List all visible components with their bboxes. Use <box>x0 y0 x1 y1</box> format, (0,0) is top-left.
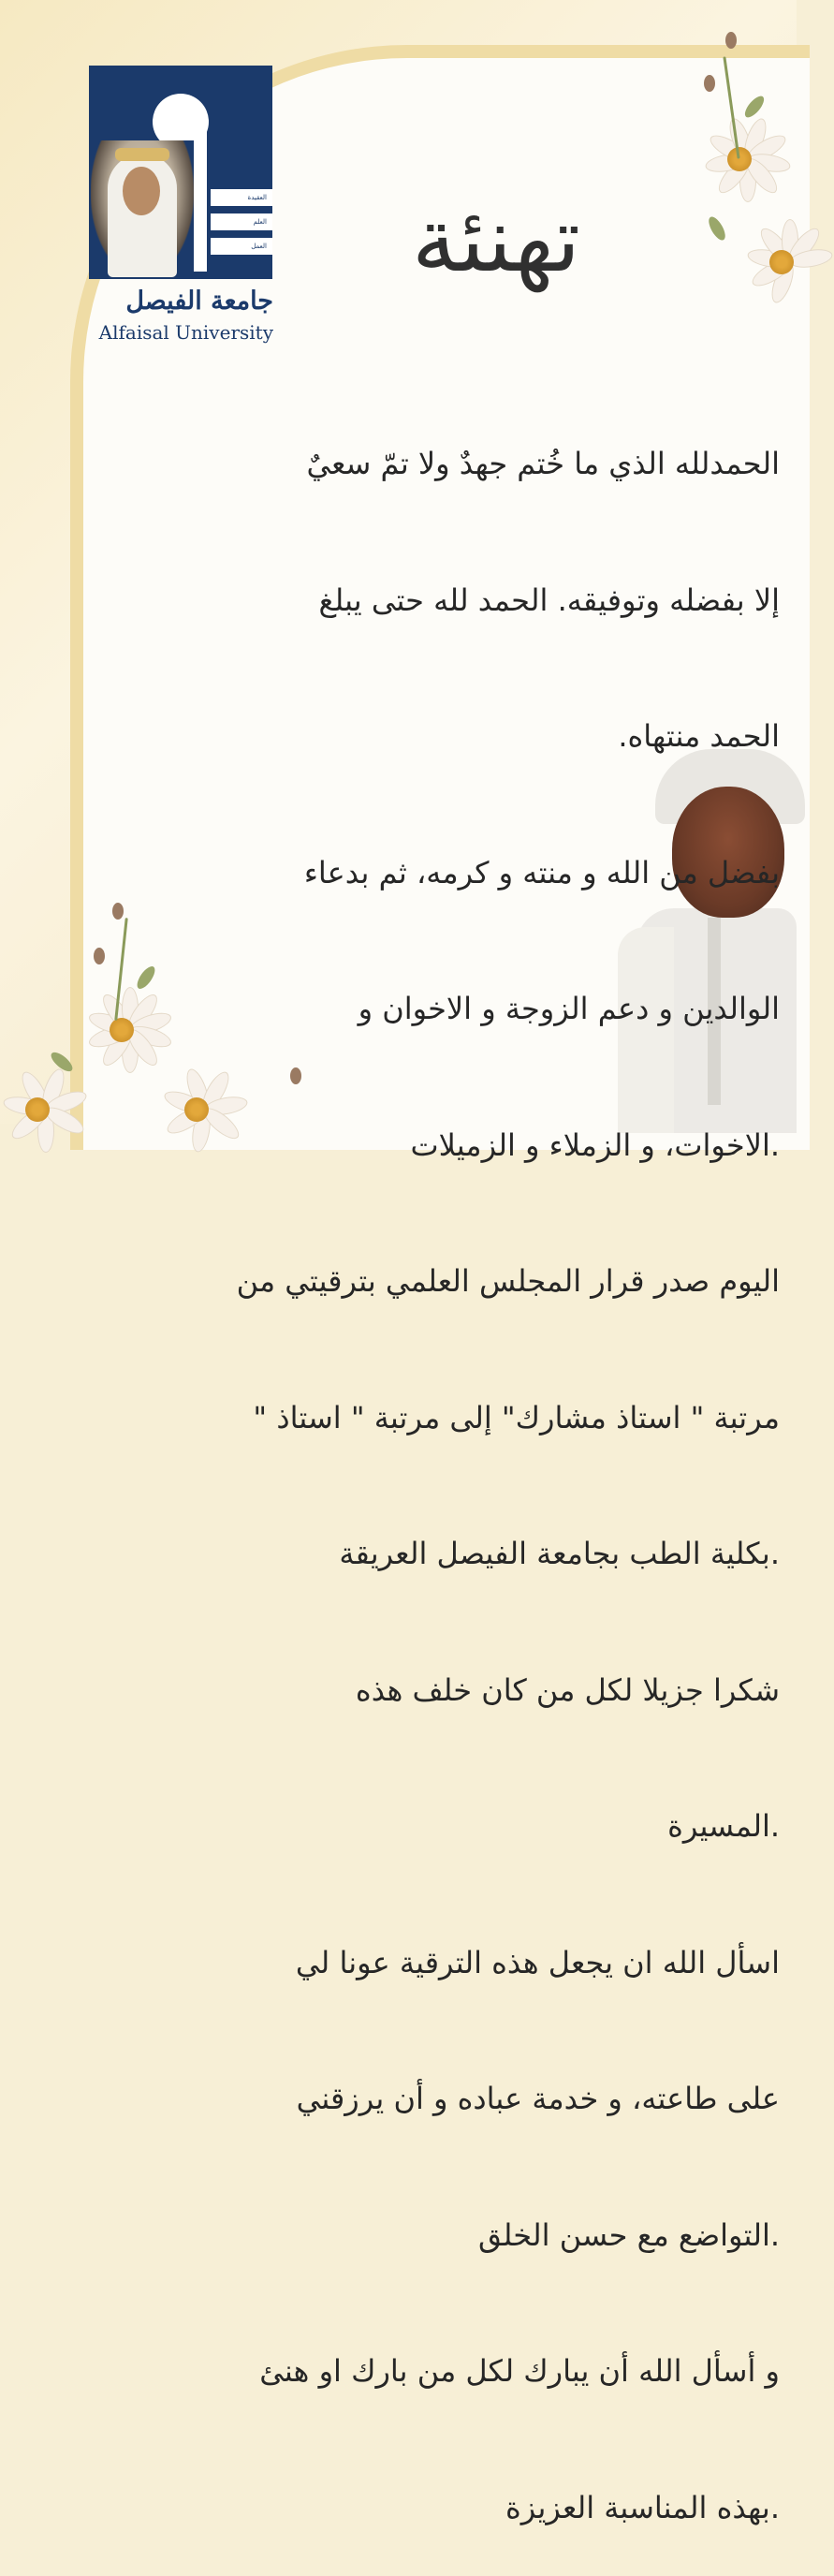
flower-bud-icon <box>725 32 737 49</box>
message-line: .التواضع مع حسن الخلق <box>477 2216 780 2253</box>
logo-bar-label: العلم <box>253 218 267 226</box>
logo-bar-label: العقيدة <box>247 194 267 201</box>
logo-name-english: Alfaisal University <box>98 321 273 344</box>
message-line: .بكلية الطب بجامعة الفيصل العريقة <box>339 1536 780 1571</box>
message-line: الحمدلله الذي ما خُتم جهدٌ ولا تمّ سعيٌ <box>306 446 780 481</box>
message-line: .بهذه المناسبة العزيزة <box>505 2489 780 2525</box>
flower-bud-icon <box>704 75 715 92</box>
message-line: .الاخوات، و الزملاء و الزميلات <box>410 1126 780 1163</box>
university-logo <box>89 66 272 279</box>
logo-name-arabic: جامعة الفيصل <box>125 287 273 316</box>
flower-bud-icon <box>112 903 124 920</box>
message-line: مرتبة " استاذ مشارك" إلى مرتبة " استاذ " <box>253 1399 780 1435</box>
message-line: الحمد منتهاه. <box>618 718 780 754</box>
message-line: بفضل من الله و منته و كرمه، ثم بدعاء <box>303 854 780 891</box>
page-title: تهنئة <box>411 187 581 292</box>
logo-bar-label: العمل <box>251 243 267 250</box>
message-line: اليوم صدر قرار المجلس العلمي بترقيتي من <box>236 1263 780 1299</box>
message-line: الوالدين و دعم الزوجة و الاخوان و <box>358 991 780 1026</box>
message-line: .المسيرة <box>667 1808 780 1844</box>
logo-portrait <box>91 140 194 277</box>
message-line: على طاعته، و خدمة عباده و أن يرزقني <box>296 2081 780 2116</box>
message-line: اسأل الله ان يجعل هذه الترقية عونا لي <box>295 1944 780 1980</box>
message-line: و أسأل الله أن يبارك لكل من بارك او هنئ <box>259 2353 780 2389</box>
message-line: شكرا جزيلا لكل من كان خلف هذه <box>355 1671 780 1708</box>
flower-bud-icon <box>94 948 105 964</box>
message-line: إلا بفضله وتوفيقه. الحمد لله حتى يبلغ <box>318 581 780 618</box>
congratulation-message <box>167 350 780 2576</box>
